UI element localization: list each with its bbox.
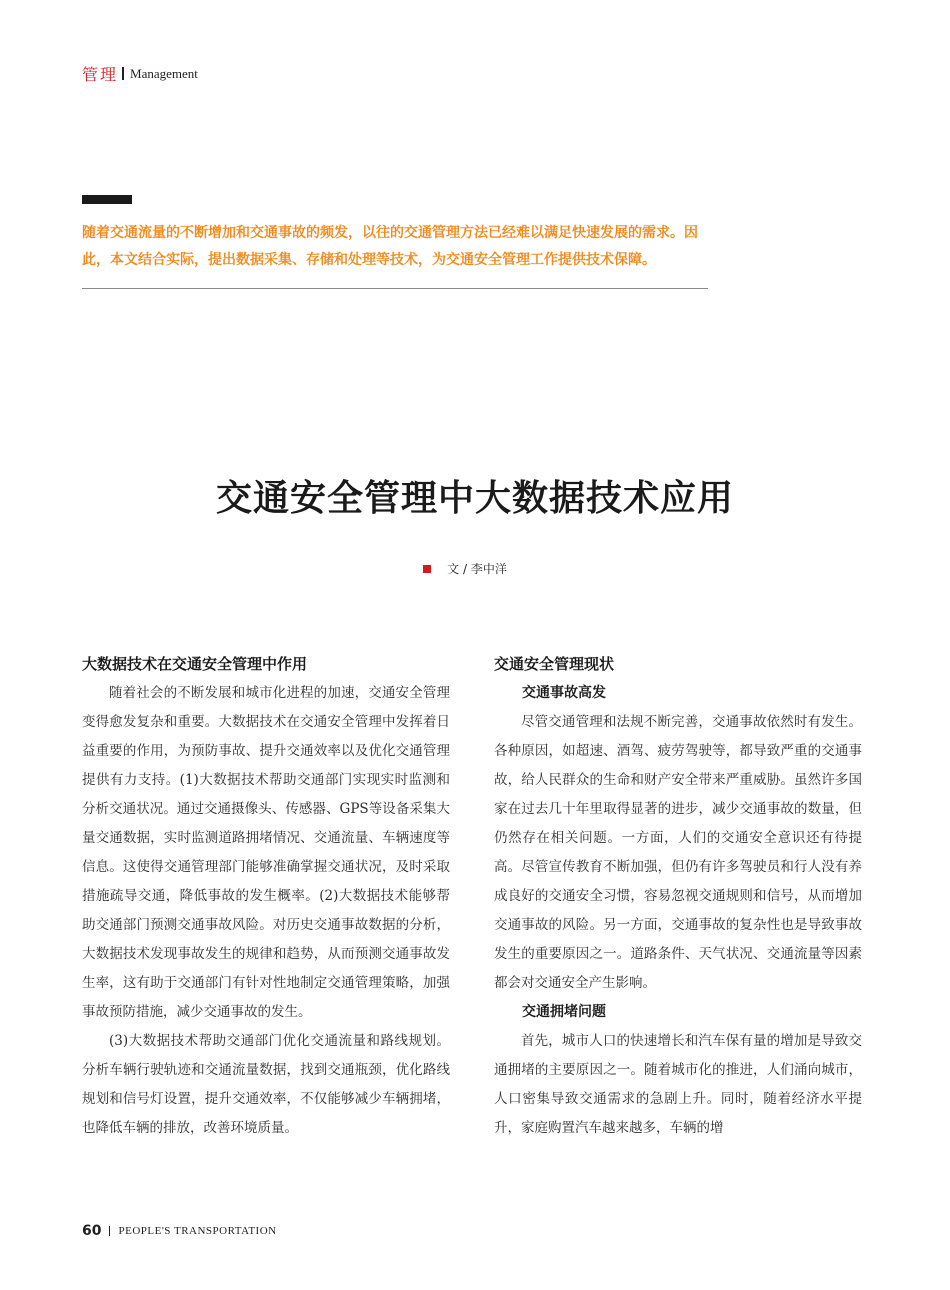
section-label: 管理 (82, 65, 119, 84)
section-label-en: Management (130, 65, 198, 81)
subsection-heading: 交通事故高发 (522, 685, 606, 701)
running-header (82, 62, 198, 85)
section-heading: 大数据技术在交通安全管理中作用 (82, 655, 308, 673)
section-heading: 交通安全管理现状 (494, 655, 615, 673)
abstract-marker-bar (82, 195, 132, 204)
abstract-text: 随着交通流量的不断增加和交通事故的频发，以往的交通管理方法已经难以满足快速发展的需求。因此，本文结合实际，提出数据采集、存储和处理等技术，为交通安全管理工作提供技术保障。 (82, 225, 698, 268)
magazine-name: PEOPLE'S TRANSPORTATION (118, 1225, 277, 1237)
page-footer (82, 1223, 277, 1239)
right-column (494, 650, 862, 1143)
byline-square-icon (423, 565, 431, 573)
abstract-divider (82, 288, 708, 289)
left-column (82, 650, 450, 1143)
body-paragraph: 随着社会的不断发展和城市化进程的加速，交通安全管理变得愈发复杂和重要。大数据技术在交通安全管理中发挥着日益重要的作用，为预防事故、提升交通效率以及优化交通管理提供有力支持。(1)大数据技术帮助交通部门实现实时监测和分析交通状况。通过交通摄像头、传感器、GPS等设备采集大量交通数据，实时监测道路拥堵情况、交通流量、车辆速度等信息。这使得交通管理部门能够准确掌握交通状况，及时采取措施疏导交通，降低事故的发生概率。(2)大数据技术能够帮助交通部门预测交通事故风险。对历史交通事故数据的分析，大数据技术发现事故发生的规律和趋势，从而预测交通事故发生率，这有助于交通部门有针对性地制定交通管理策略，加强事故预防措施，减少交通事故的发生。 (82, 685, 450, 1020)
body-paragraph: (3)大数据技术帮助交通部门优化交通流量和路线规划。分析车辆行驶轨迹和交通流量数据，找到交通瓶颈，优化路线规划和信号灯设置，提升交通效率，不仅能够减少车辆拥堵，也降低车辆的排放，改善环境质量。 (82, 1033, 450, 1136)
byline-author: 文 / 李中洋 (447, 562, 507, 576)
body-paragraph: 尽管交通管理和法规不断完善，交通事故依然时有发生。各种原因，如超速、酒驾、疲劳驾驶等，都导致严重的交通事故，给人民群众的生命和财产安全带来严重威胁。虽然许多国家在过去几十年里取得显著的进步，减少交通事故的数量，但仍然存在相关问题。一方面，人们的交通安全意识还有待提高。尽管宣传教育不断加强，但仍有许多驾驶员和行人没有养成良好的交通安全习惯，容易忽视交通规则和信号，从而增加交通事故的风险。另一方面，交通事故的复杂性也是导致事故发生的重要原因之一。道路条件、天气状况、交通流量等因素都会对交通安全产生影响。 (494, 714, 862, 991)
footer-divider (109, 1226, 110, 1236)
subsection-heading: 交通拥堵问题 (522, 1004, 606, 1020)
page-number: 60 (82, 1223, 102, 1239)
header-divider (122, 67, 124, 80)
body-paragraph: 首先，城市人口的快速增长和汽车保有量的增加是导致交通拥堵的主要原因之一。随着城市化的推进，人们涌向城市，人口密集导致交通需求的急剧上升。同时，随着经济水平提升，家庭购置汽车越来越多，车辆的增 (494, 1033, 862, 1136)
article-title: 交通安全管理中大数据技术应用 (215, 477, 734, 519)
byline (0, 560, 950, 577)
